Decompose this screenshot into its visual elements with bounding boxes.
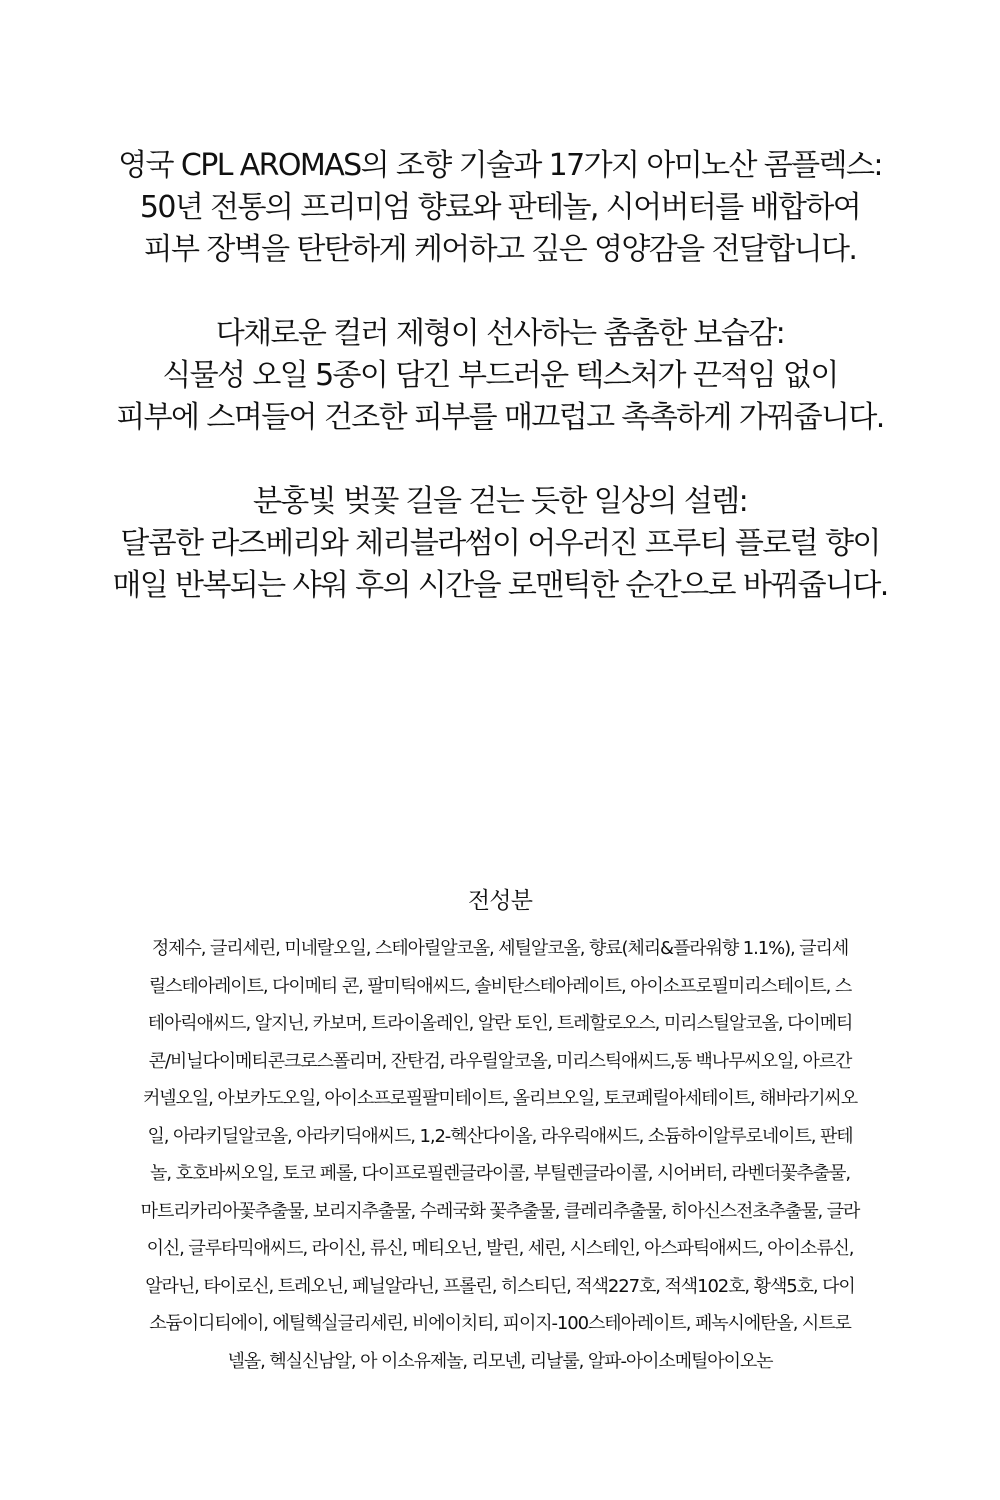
ingredients-line: 테아릭애씨드, 알지닌, 카보머, 트라이올레인, 알란 토인, 트레할로오스, 미리스틸알코올, 다이메티 <box>147 1013 853 1034</box>
ingredients-list <box>40 930 960 1380</box>
ingredients-section <box>40 884 960 1380</box>
ingredients-line: 놀, 호호바씨오일, 토코 페롤, 다이프로필렌글라이콜, 부틸렌글라이콜, 시어버터, 라벤더꽃추출물, <box>150 1163 850 1184</box>
ingredients-title: 전성분 <box>467 888 533 914</box>
ingredients-line: 이신, 글루타믹애씨드, 라이신, 류신, 메티오닌, 발린, 세린, 시스테인, 아스파틱애씨드, 아이소류신, <box>146 1238 854 1259</box>
feature-line: 50년 전통의 프리미엄 향료와 판테놀, 시어버터를 배합하여 <box>139 190 861 225</box>
feature-block-craftsmanship <box>0 145 1000 271</box>
ingredients-line: 일, 아라키딜알코올, 아라키딕애씨드, 1,2-헥산다이올, 라우릭애씨드, 소듐하이알루로네이트, 판테 <box>147 1125 853 1147</box>
feature-line: 매일 반복되는 샤워 후의 시간을 로맨틱한 순간으로 바꿔줍니다. <box>112 568 888 603</box>
ingredients-line: 커넬오일, 아보카도오일, 아이소프로필팔미테이트, 올리브오일, 토코페릴아세테이트, 해바라기씨오 <box>142 1088 858 1109</box>
ingredients-line: 소듐이디티에이, 에틸헥실글리세린, 비에이치티, 피이지-100스테아레이트, 페녹시에탄올, 시트로 <box>149 1313 851 1334</box>
feature-line: 달콤한 라즈베리와 체리블라썸이 어우러진 프루티 플로럴 향이 <box>120 526 880 561</box>
ingredients-line: 콘/비닐다이메티콘크로스폴리머, 잔탄검, 라우릴알코올, 미리스틱애씨드,동 백나무씨오일, 아르간 <box>148 1050 852 1072</box>
feature-line: 영국 CPL AROMAS의 조향 기술과 17가지 아미노산 콤플렉스: <box>118 148 882 183</box>
feature-line: 피부 장벽을 탄탄하게 케어하고 깊은 영양감을 전달합니다. <box>143 232 857 267</box>
ingredients-line: 알라닌, 타이로신, 트레오닌, 페닐알라닌, 프롤린, 히스티딘, 적색227호, 적색102호, 황색5호, 다이 <box>145 1275 855 1297</box>
ingredients-line: 정제수, 글리세린, 미네랄오일, 스테아릴알코올, 세틸알코올, 향료(체리&플라워향 1.1%), 글리세 <box>151 938 849 959</box>
feature-block-fragrance <box>0 481 1000 607</box>
feature-block-moisture <box>0 313 1000 439</box>
feature-line: 분홍빛 벚꽃 길을 걷는 듯한 일상의 설렘: <box>252 484 748 519</box>
feature-line: 다채로운 컬러 제형이 선사하는 촘촘한 보습감: <box>215 316 785 351</box>
ingredients-line: 릴스테아레이트, 다이메티 콘, 팔미틱애씨드, 솔비탄스테아레이트, 아이소프로필미리스테이트, 스 <box>148 975 852 997</box>
feature-line: 식물성 오일 5종이 담긴 부드러운 텍스처가 끈적임 없이 <box>162 358 838 393</box>
feature-line: 피부에 스며들어 건조한 피부를 매끄럽고 촉촉하게 가꿔줍니다. <box>116 400 884 435</box>
ingredients-line: 마트리카리아꽃추출물, 보리지추출물, 수레국화 꽃추출물, 클레리추출물, 히아신스전초추출물, 글라 <box>140 1200 860 1222</box>
ingredients-line: 넬올, 헥실신남알, 아 이소유제놀, 리모넨, 리날룰, 알파-아이소메틸아이오논 <box>227 1350 773 1372</box>
